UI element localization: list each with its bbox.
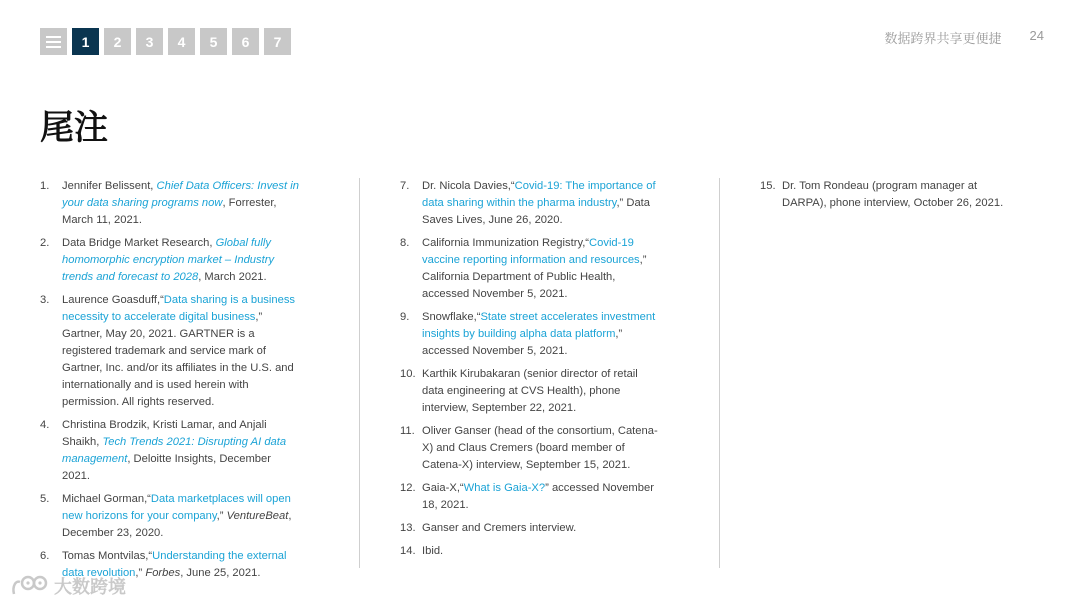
endnote-number: 5. [40,493,50,505]
endnote-text-segment: ,” [135,567,146,579]
nav-tab-7[interactable]: 7 [264,28,291,55]
endnote-link[interactable]: Data marketplaces will open new horizons for your company [62,493,291,522]
endnote-text-segment: Forbes [145,567,181,579]
endnote-item [760,178,1022,212]
endnote-text-segment: Gaia-X,“ [422,482,464,494]
endnote-text [62,292,302,411]
endnote-text-segment: ,” [216,510,227,522]
endnote-text-segment: ” accessed November 18, 2021. [422,482,654,511]
endnote-number: 4. [40,419,50,431]
nav-tab-5[interactable]: 5 [200,28,227,55]
endnote-link[interactable]: Global fully homomorphic encryption market – Industry trends and forecast to 2028 [62,237,275,283]
endnotes-list [400,178,662,560]
endnote-text-segment: Tomas Montvilas,“ [62,550,153,562]
endnote-text-segment: ,” Gartner, May 20, 2021. GARTNER is a registered trademark and service mark of Gartner, Inc. and/or its affiliates in the U.S. and internationally and is used herein with permission. All rights reserved. [62,311,294,408]
endnote-text-segment: Michael Gorman,“ [62,493,151,505]
endnote-text-segment: , Forrester, March 11, 2021. [62,197,277,226]
endnote-item [400,235,662,303]
endnote-text-segment: Ibid. [422,545,444,557]
endnote-link[interactable]: Chief Data Officers: Invest in your data sharing programs now [62,180,299,209]
page-number: 24 [1029,28,1044,43]
endnote-text [62,491,302,542]
column-divider [719,178,720,568]
endnote-item [40,235,302,286]
endnote-text-segment: Laurence Goasduff,“ [62,294,164,306]
endnote-text-segment: , March 2021. [198,271,267,283]
endnotes-list [40,178,302,582]
nav-tab-1[interactable]: 1 [72,28,99,55]
endnote-text-segment: , December 23, 2020. [62,510,292,539]
endnote-item [400,480,662,514]
endnote-text [62,235,302,286]
endnote-text [422,366,662,417]
endnote-number: 10. [400,368,416,380]
endnote-text-segment: , June 25, 2021. [180,567,261,579]
watermark-text: 大数跨境 [54,577,126,597]
endnote-text [422,480,662,514]
nav-tab-3[interactable]: 3 [136,28,163,55]
endnote-link[interactable]: Data sharing is a business necessity to accelerate digital business [62,294,296,323]
endnote-number: 7. [400,180,410,192]
endnote-text [422,423,662,474]
endnote-item [40,491,302,542]
endnote-text-segment: Christina Brodzik, Kristi Lamar, and Anjali Shaikh, [62,419,267,448]
nav-tab-2[interactable]: 2 [104,28,131,55]
endnote-number: 11. [400,425,415,437]
endnotes-column-2 [400,178,662,566]
endnote-text-segment: ,” California Department of Public Health, accessed November 5, 2021. [422,254,647,300]
endnote-text-segment: Ganser and Cremers interview. [422,522,577,534]
endnotes-column-3 [760,178,1022,218]
endnote-text [422,235,662,303]
endnote-item [400,309,662,360]
endnote-text [62,417,302,485]
menu-icon[interactable] [40,28,67,55]
endnote-link[interactable]: Covid-19: The importance of data sharing within the pharma industry [422,180,656,209]
endnote-text [62,178,302,229]
endnote-text-segment: Dr. Tom Rondeau (program manager at DARPA), phone interview, October 26, 2021. [782,180,1004,209]
endnote-item [40,417,302,485]
nav-tab-4[interactable]: 4 [168,28,195,55]
section-nav [40,28,291,55]
endnote-text-segment: Dr. Nicola Davies,“ [422,180,515,192]
endnote-text [782,178,1022,212]
endnote-text [422,543,662,560]
endnote-number: 12. [400,482,416,494]
endnote-item [400,520,662,537]
endnote-text-segment: ,” Data Saves Lives, June 26, 2020. [422,197,651,226]
endnotes-column-1 [40,178,302,588]
page-header [885,28,1044,47]
endnote-text-segment: California Immunization Registry,“ [422,237,590,249]
endnote-item [400,543,662,560]
endnote-link[interactable]: Covid-19 vaccine reporting information and resources [422,237,640,266]
column-divider [359,178,360,568]
endnote-text-segment: , Deloitte Insights, December 2021. [62,453,271,482]
endnote-number: 2. [40,237,50,249]
endnote-item [400,366,662,417]
endnote-item [400,178,662,229]
watermark-logo-icon [10,574,50,598]
section-title: 数据跨界共享更便捷 [884,31,1002,46]
endnote-item [40,292,302,411]
endnote-text-segment: Snowflake,“ [422,311,481,323]
endnote-link[interactable]: Tech Trends 2021: Disrupting AI data management [62,436,287,465]
endnote-text-segment: Jennifer Belissent, [62,180,157,192]
endnote-number: 3. [40,294,50,306]
endnote-number: 8. [400,237,410,249]
endnote-text [422,520,662,537]
endnote-link[interactable]: State street accelerates investment insights by building alpha data platform [422,311,656,340]
endnote-item [400,423,662,474]
watermark [10,573,126,599]
endnote-item [40,178,302,229]
endnote-number: 15. [760,180,776,192]
endnote-text-segment: VentureBeat [226,510,289,522]
endnote-text [422,178,662,229]
nav-tab-6[interactable]: 6 [232,28,259,55]
endnote-text-segment: Oliver Ganser (head of the consortium, Catena-X) and Claus Cremers (board member of Catena-X) interview, September 15, 2021. [422,425,658,471]
endnotes-list [760,178,1022,212]
endnote-number: 9. [400,311,410,323]
endnote-link[interactable]: Understanding the external data revolution [62,550,287,579]
page-title: 尾注 [40,108,108,148]
endnote-link[interactable]: What is Gaia-X? [463,482,546,494]
endnote-number: 14. [400,545,416,557]
endnote-text-segment: Karthik Kirubakaran (senior director of retail data engineering at CVS Health), phone interview, September 22, 2021. [422,368,638,414]
endnote-number: 13. [400,522,416,534]
endnote-text-segment: Data Bridge Market Research, [62,237,216,249]
endnote-text [422,309,662,360]
endnote-number: 1. [40,180,50,192]
endnote-text-segment: ,” accessed November 5, 2021. [422,328,623,357]
endnote-number: 6. [40,550,50,562]
